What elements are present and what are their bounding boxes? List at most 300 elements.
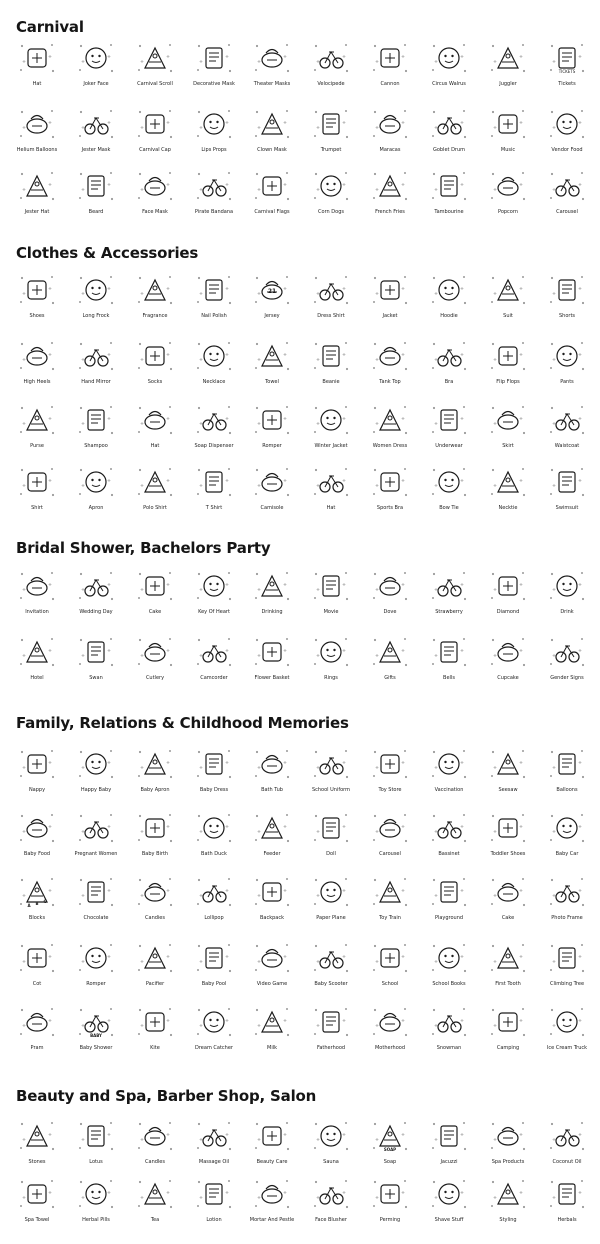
icon-label: Toddler Shoes xyxy=(490,851,526,857)
necktie-icon xyxy=(490,464,526,500)
fatherhood-icon xyxy=(313,1004,349,1040)
icon-label: Joker Face xyxy=(83,81,109,87)
icon-label: Hoodie xyxy=(440,313,458,319)
icon-label: Cake xyxy=(148,609,162,615)
icon-tile-photo-frame xyxy=(539,872,595,932)
hat-icon xyxy=(313,464,349,500)
joker-face-icon xyxy=(78,40,114,76)
milk-icon xyxy=(254,1004,290,1040)
icon-label: Tambourine xyxy=(434,209,464,215)
icon-tile-rings xyxy=(303,632,359,692)
icon-row xyxy=(0,1116,600,1176)
icon-tile-pacifier xyxy=(127,938,183,998)
flip-flops-icon xyxy=(490,338,526,374)
icon-tile-tank-top xyxy=(362,336,418,396)
icon-label: Rings xyxy=(324,675,338,681)
diamond-icon xyxy=(490,568,526,604)
section-title: Beauty and Spa, Barber Shop, Salon xyxy=(16,1087,317,1105)
icon-tile-feeder xyxy=(244,808,300,868)
dream-catcher-icon xyxy=(196,1004,232,1040)
baby-pool-icon xyxy=(196,940,232,976)
icon-label: Cupcake xyxy=(497,675,519,681)
icon-tile-maracas xyxy=(362,104,418,164)
tea-icon xyxy=(137,1176,173,1212)
herbals-icon xyxy=(549,1176,585,1212)
romper-icon xyxy=(254,402,290,438)
icon-tile-camping xyxy=(480,1002,536,1062)
baby-scooter-icon xyxy=(313,940,349,976)
helium-balloons-icon xyxy=(19,106,55,142)
icon-tile-climbing-tree xyxy=(539,938,595,998)
icon-label: First Tooth xyxy=(495,981,521,987)
dove-icon xyxy=(372,568,408,604)
icon-label: Jester Mask xyxy=(81,147,111,153)
spa-products-icon xyxy=(490,1118,526,1154)
icon-label: Drink xyxy=(560,609,574,615)
icon-tile-suit xyxy=(480,270,536,330)
icon-label: Herbals xyxy=(557,1217,577,1223)
feeder-icon xyxy=(254,810,290,846)
icon-tile-long-frock xyxy=(68,270,124,330)
icon-label: Flower Basket xyxy=(254,675,290,681)
icon-tile-seesaw xyxy=(480,744,536,804)
carnival-flags-icon xyxy=(254,168,290,204)
icon-tile-perming xyxy=(362,1174,418,1234)
icon-label: Winter Jacket xyxy=(314,443,348,449)
icon-tile-camisole xyxy=(244,462,300,522)
icon-tile-school xyxy=(362,938,418,998)
icon-tile-playground xyxy=(421,872,477,932)
fragrance-icon xyxy=(137,272,173,308)
icon-tile-necklace xyxy=(186,336,242,396)
icon-tile-flower-basket xyxy=(244,632,300,692)
icon-tile-popcorn xyxy=(480,166,536,226)
icon-tile-bath-duck xyxy=(186,808,242,868)
icon-tile-cannon xyxy=(362,38,418,98)
icon-row xyxy=(0,1002,600,1062)
beard-icon xyxy=(78,168,114,204)
icon-tile-pants xyxy=(539,336,595,396)
icon-label: Ice Cream Truck xyxy=(546,1045,588,1051)
icon-tile-toddler-shoes xyxy=(480,808,536,868)
goblet-drum-icon xyxy=(431,106,467,142)
icon-tile-dress-shirt xyxy=(303,270,359,330)
decorative-mask-icon xyxy=(196,40,232,76)
icon-label: Hand Mirror xyxy=(81,379,111,385)
icon-label: Toy Train xyxy=(379,915,401,921)
icon-tile-clown-mask xyxy=(244,104,300,164)
key-of-heart-icon xyxy=(196,568,232,604)
icon-tile-cutlery xyxy=(127,632,183,692)
icon-label: Shorts xyxy=(558,313,576,319)
icon-label: Hat xyxy=(150,443,160,449)
icon-tile-sports-bra xyxy=(362,462,418,522)
sports-bra-icon xyxy=(372,464,408,500)
icon-tile-flip-flops xyxy=(480,336,536,396)
sauna-icon xyxy=(313,1118,349,1154)
icon-label: Carousel xyxy=(556,209,578,215)
candies-icon xyxy=(137,874,173,910)
icon-label: Clown Mask xyxy=(257,147,287,153)
icon-tile-mortar-and-pestle xyxy=(244,1174,300,1234)
icon-label: Velocipede xyxy=(317,81,345,87)
icon-tile-bassinet xyxy=(421,808,477,868)
gender-signs-icon xyxy=(549,634,585,670)
icon-tile-nappy xyxy=(9,744,65,804)
soap-icon xyxy=(372,1118,408,1154)
icon-label: Coconut Oil xyxy=(552,1159,582,1165)
hoodie-icon xyxy=(431,272,467,308)
icon-label: Cot xyxy=(32,981,42,987)
icon-tile-vaccination xyxy=(421,744,477,804)
movie-icon xyxy=(313,568,349,604)
icon-label: Chocolate xyxy=(83,915,109,921)
icon-tile-music xyxy=(480,104,536,164)
icon-label: Beanie xyxy=(322,379,340,385)
icon-tile-sauna xyxy=(303,1116,359,1176)
underwear-icon xyxy=(431,402,467,438)
backpack-icon xyxy=(254,874,290,910)
icon-tile-baby-shower xyxy=(68,1002,124,1062)
icon-tile-lotion xyxy=(186,1174,242,1234)
icon-label: Pacifier xyxy=(145,981,165,987)
seesaw-icon xyxy=(490,746,526,782)
icon-label: Blocks xyxy=(28,915,46,921)
icon-tile-cupcake xyxy=(480,632,536,692)
shorts-icon xyxy=(549,272,585,308)
icon-tile-drink xyxy=(539,566,595,626)
icon-tile-vendor-food xyxy=(539,104,595,164)
icon-tile-jester-hat xyxy=(9,166,65,226)
icon-tile-invitation xyxy=(9,566,65,626)
climbing-tree-icon xyxy=(549,940,585,976)
music-icon xyxy=(490,106,526,142)
icon-tile-bow-tie xyxy=(421,462,477,522)
icon-label: Hat xyxy=(326,505,336,511)
icon-label: Soap xyxy=(383,1159,397,1165)
cake-icon xyxy=(137,568,173,604)
icon-tile-beauty-care xyxy=(244,1116,300,1176)
icon-row xyxy=(0,938,600,998)
icon-row xyxy=(0,336,600,396)
lips-props-icon xyxy=(196,106,232,142)
icon-tile-dream-catcher xyxy=(186,1002,242,1062)
toy-store-icon xyxy=(372,746,408,782)
icon-label: Swimsuit xyxy=(555,505,579,511)
hat-icon xyxy=(19,40,55,76)
circus-walrus-icon xyxy=(431,40,467,76)
icon-tile-jacuzzi xyxy=(421,1116,477,1176)
dress-shirt-icon xyxy=(313,272,349,308)
bath-tub-icon xyxy=(254,746,290,782)
icon-tile-face-mask xyxy=(127,166,183,226)
icon-tile-motherhood xyxy=(362,1002,418,1062)
icon-label: Pregnant Women xyxy=(74,851,118,857)
icon-tile-hat xyxy=(303,462,359,522)
icon-label: Tank Top xyxy=(379,379,401,385)
icon-label: Backpack xyxy=(259,915,285,921)
icon-label: School Uniform xyxy=(311,787,351,793)
icon-label: Movie xyxy=(323,609,339,615)
icon-label: Bow Tie xyxy=(439,505,459,511)
icon-tile-hoodie xyxy=(421,270,477,330)
icon-tile-carnival-scroll xyxy=(127,38,183,98)
carnival-scroll-icon xyxy=(137,40,173,76)
icon-label: Jersey xyxy=(264,313,280,319)
icon-tile-candles xyxy=(127,1116,183,1176)
icon-label: Carnival Cap xyxy=(139,147,171,153)
icon-label: Suit xyxy=(503,313,513,319)
gifts-icon xyxy=(372,634,408,670)
face-blusher-icon xyxy=(313,1176,349,1212)
icon-label: Hotel xyxy=(30,675,44,681)
icon-label: Fragrance xyxy=(142,313,168,319)
icon-label: French Fries xyxy=(375,209,405,215)
icon-tile-baby-food xyxy=(9,808,65,868)
icon-tile-fragrance xyxy=(127,270,183,330)
icon-label: Pram xyxy=(30,1045,44,1051)
doll-icon xyxy=(313,810,349,846)
icon-tile-doll xyxy=(303,808,359,868)
icon-label: Baby Birth xyxy=(141,851,169,857)
icon-label: Doll xyxy=(326,851,336,857)
trumpet-icon xyxy=(313,106,349,142)
icon-label: Key Of Heart xyxy=(198,609,230,615)
first-tooth-icon xyxy=(490,940,526,976)
icon-label: Camping xyxy=(496,1045,520,1051)
icon-label: Romper xyxy=(262,443,282,449)
pregnant-women-icon xyxy=(78,810,114,846)
icon-tile-lollipop xyxy=(186,872,242,932)
icon-tile-candies xyxy=(127,872,183,932)
icon-tile-circus-walrus xyxy=(421,38,477,98)
perming-icon xyxy=(372,1176,408,1212)
shave-stuff-icon xyxy=(431,1176,467,1212)
tickets-icon xyxy=(549,40,585,76)
icon-label: Climbing Tree xyxy=(549,981,585,987)
icon-label: Shirt xyxy=(31,505,43,511)
icon-tile-face-blusher xyxy=(303,1174,359,1234)
icon-tile-diamond xyxy=(480,566,536,626)
stones-icon xyxy=(19,1118,55,1154)
icon-label: Lotus xyxy=(89,1159,103,1165)
pram-icon xyxy=(19,1004,55,1040)
playground-icon xyxy=(431,874,467,910)
icon-tile-tea xyxy=(127,1174,183,1234)
svg-text:C: C xyxy=(43,899,47,904)
icon-label: Sauna xyxy=(323,1159,339,1165)
face-mask-icon xyxy=(137,168,173,204)
icon-tile-spa-towel xyxy=(9,1174,65,1234)
icon-label: Baby Dress xyxy=(199,787,229,793)
school-uniform-icon xyxy=(313,746,349,782)
icon-label: Dream Catcher xyxy=(195,1045,233,1051)
icon-row xyxy=(0,38,600,98)
icon-label: Bath Duck xyxy=(201,851,227,857)
icon-tile-styling xyxy=(480,1174,536,1234)
icon-tile-paper-plane xyxy=(303,872,359,932)
icon-label: Carousel xyxy=(379,851,401,857)
balloons-icon xyxy=(549,746,585,782)
icon-label: Bassinet xyxy=(438,851,460,857)
icon-tile-waistcoat xyxy=(539,400,595,460)
icon-label: Perming xyxy=(379,1217,401,1223)
icon-tile-chocolate xyxy=(68,872,124,932)
velocipede-icon xyxy=(313,40,349,76)
camping-icon xyxy=(490,1004,526,1040)
icon-label: Invitation xyxy=(25,609,49,615)
chocolate-icon xyxy=(78,874,114,910)
icon-row xyxy=(0,808,600,868)
massage-oil-icon xyxy=(196,1118,232,1154)
flower-basket-icon xyxy=(254,634,290,670)
icon-tile-high-heels xyxy=(9,336,65,396)
pants-icon xyxy=(549,338,585,374)
icon-label: Beauty Care xyxy=(256,1159,288,1165)
t-shirt-icon xyxy=(196,464,232,500)
icon-tile-towel xyxy=(244,336,300,396)
icon-label: Skirt xyxy=(502,443,514,449)
icon-tile-school-uniform xyxy=(303,744,359,804)
swimsuit-icon xyxy=(549,464,585,500)
cot-icon xyxy=(19,940,55,976)
icon-row xyxy=(0,270,600,330)
icon-tile-polo-shirt xyxy=(127,462,183,522)
necklace-icon xyxy=(196,338,232,374)
icon-label: Snowman xyxy=(436,1045,462,1051)
icon-label: Wedding Day xyxy=(79,609,113,615)
icon-label: Lotion xyxy=(206,1217,222,1223)
icon-label: School xyxy=(381,981,399,987)
photo-frame-icon xyxy=(549,874,585,910)
icon-tile-swan xyxy=(68,632,124,692)
coconut-oil-icon xyxy=(549,1118,585,1154)
icon-label: Pirate Bandana xyxy=(194,209,234,215)
icon-row xyxy=(0,744,600,804)
icon-label: High Heels xyxy=(23,379,51,385)
icon-tile-cake xyxy=(480,872,536,932)
icon-tile-baby-scooter xyxy=(303,938,359,998)
icon-label: Shave Stuff xyxy=(434,1217,464,1223)
icon-label: Herbal Pills xyxy=(82,1217,110,1223)
socks-icon xyxy=(137,338,173,374)
carnival-cap-icon xyxy=(137,106,173,142)
svg-text:21: 21 xyxy=(267,288,277,295)
icon-label: Fatherhood xyxy=(316,1045,346,1051)
icon-label: Lollipop xyxy=(204,915,224,921)
icon-tile-herbals xyxy=(539,1174,595,1234)
icon-label: Necklace xyxy=(202,379,226,385)
strawberry-icon xyxy=(431,568,467,604)
romper-icon xyxy=(78,940,114,976)
icon-tile-massage-oil xyxy=(186,1116,242,1176)
icon-label: Diamond xyxy=(496,609,520,615)
french-fries-icon xyxy=(372,168,408,204)
icon-label: Spa Towel xyxy=(24,1217,50,1223)
icon-tile-underwear xyxy=(421,400,477,460)
waistcoat-icon xyxy=(549,402,585,438)
icon-tile-carnival-cap xyxy=(127,104,183,164)
lotus-icon xyxy=(78,1118,114,1154)
icon-tile-herbal-pills xyxy=(68,1174,124,1234)
icon-tile-jersey xyxy=(244,270,300,330)
icon-tile-beanie xyxy=(303,336,359,396)
icon-label: Polo Shirt xyxy=(143,505,167,511)
icon-label: Photo Frame xyxy=(551,915,583,921)
icon-row xyxy=(0,166,600,226)
icon-label: Soap Dispenser xyxy=(194,443,234,449)
svg-text:BABY: BABY xyxy=(90,1033,102,1038)
juggler-icon xyxy=(490,40,526,76)
icon-tile-nail-polish xyxy=(186,270,242,330)
toy-train-icon xyxy=(372,874,408,910)
icon-tile-t-shirt xyxy=(186,462,242,522)
theater-masks-icon xyxy=(254,40,290,76)
icon-tile-velocipede xyxy=(303,38,359,98)
icon-label: Popcorn xyxy=(497,209,518,215)
icon-label: Candles xyxy=(145,1159,165,1165)
icon-label: Massage Oil xyxy=(198,1159,230,1165)
long-frock-icon xyxy=(78,272,114,308)
section-title: Carnival xyxy=(16,18,84,36)
snowman-icon xyxy=(431,1004,467,1040)
carousel-icon xyxy=(549,168,585,204)
icon-tile-romper xyxy=(244,400,300,460)
icon-label: Romper xyxy=(86,981,106,987)
icon-label: Lips Props xyxy=(201,147,227,153)
bells-icon xyxy=(431,634,467,670)
icon-tile-shampoo xyxy=(68,400,124,460)
icon-tile-shirt xyxy=(9,462,65,522)
icon-label: Tea xyxy=(150,1217,160,1223)
motherhood-icon xyxy=(372,1004,408,1040)
icon-label: Hat xyxy=(32,81,42,87)
shirt-icon xyxy=(19,464,55,500)
icon-label: Bath Tub xyxy=(261,787,283,793)
pacifier-icon xyxy=(137,940,173,976)
icon-tile-apron xyxy=(68,462,124,522)
icon-label: Baby Shower xyxy=(79,1045,113,1051)
icon-label: Towel xyxy=(265,379,279,385)
lollipop-icon xyxy=(196,874,232,910)
hat-icon xyxy=(137,402,173,438)
bra-icon xyxy=(431,338,467,374)
school-icon xyxy=(372,940,408,976)
herbal-pills-icon xyxy=(78,1176,114,1212)
tambourine-icon xyxy=(431,168,467,204)
spa-towel-icon xyxy=(19,1176,55,1212)
icon-tile-joker-face xyxy=(68,38,124,98)
icon-label: Sports Bra xyxy=(376,505,404,511)
skirt-icon xyxy=(490,402,526,438)
icon-row xyxy=(0,400,600,460)
icon-label: Vaccination xyxy=(434,787,464,793)
icon-row xyxy=(0,462,600,522)
svg-text:A: A xyxy=(27,903,31,908)
icon-tile-soap-dispenser xyxy=(186,400,242,460)
icon-label: Dove xyxy=(383,609,397,615)
icon-label: Swan xyxy=(89,675,103,681)
icon-row xyxy=(0,872,600,932)
icon-label: Music xyxy=(500,147,516,153)
pirate-bandana-icon xyxy=(196,168,232,204)
icon-label: Bells xyxy=(443,675,455,681)
icon-tile-carousel xyxy=(362,808,418,868)
icon-label: Waistcoat xyxy=(554,443,580,449)
icon-label: Shampoo xyxy=(84,443,108,449)
icon-tile-baby-birth xyxy=(127,808,183,868)
icon-tile-cot xyxy=(9,938,65,998)
